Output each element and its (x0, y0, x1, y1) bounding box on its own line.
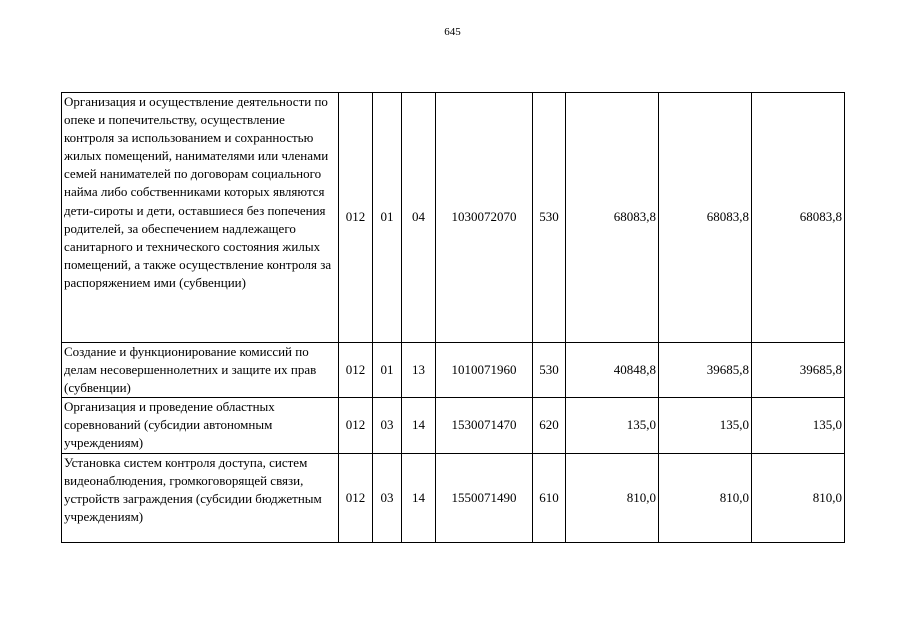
amount-3: 810,0 (752, 453, 845, 542)
section-code: 03 (373, 398, 402, 453)
target-article-code: 1030072070 (436, 93, 533, 343)
table-row (62, 398, 845, 453)
amount-2: 68083,8 (659, 93, 752, 343)
amount-2: 39685,8 (659, 343, 752, 398)
ministry-code: 012 (339, 453, 373, 542)
expense-type-code: 530 (533, 343, 566, 398)
amount-3: 68083,8 (752, 93, 845, 343)
section-code: 01 (373, 93, 402, 343)
section-code: 03 (373, 453, 402, 542)
expense-type-code: 620 (533, 398, 566, 453)
page-number: 645 (444, 26, 461, 38)
row-description: Организация и проведение областных соревнований (субсидии автономным учреждениям) (62, 398, 339, 453)
row-description: Создание и функционирование комиссий по делам несовершеннолетних и защите их прав (субвенции) (62, 343, 339, 398)
amount-2: 135,0 (659, 398, 752, 453)
target-article-code: 1010071960 (436, 343, 533, 398)
expense-type-code: 610 (533, 453, 566, 542)
section-code: 01 (373, 343, 402, 398)
amount-1: 810,0 (566, 453, 659, 542)
row-description: Установка систем контроля доступа, систем видеонаблюдения, громкоговорящей связи, устройств заграждения (субсидии бюджетным учреждениям) (62, 453, 339, 542)
amount-2: 810,0 (659, 453, 752, 542)
ministry-code: 012 (339, 93, 373, 343)
subsection-code: 14 (402, 453, 436, 542)
subsection-code: 13 (402, 343, 436, 398)
target-article-code: 1530071470 (436, 398, 533, 453)
ministry-code: 012 (339, 398, 373, 453)
amount-1: 40848,8 (566, 343, 659, 398)
amount-3: 135,0 (752, 398, 845, 453)
ministry-code: 012 (339, 343, 373, 398)
table-row (62, 343, 845, 398)
table-row (62, 93, 845, 343)
budget-table (61, 92, 845, 543)
amount-1: 68083,8 (566, 93, 659, 343)
expense-type-code: 530 (533, 93, 566, 343)
amount-1: 135,0 (566, 398, 659, 453)
table-row (62, 453, 845, 542)
target-article-code: 1550071490 (436, 453, 533, 542)
amount-3: 39685,8 (752, 343, 845, 398)
row-description: Организация и осуществление деятельности по опеке и попечительству, осуществление контроля за использованием и сохранностью жилых помещений, нанимателями или членами семей нанимателей по договорам социального найма либо собственниками которых являются дети-сироты и дети, оставшиеся без попечения родителей, за обеспечением надлежащего санитарного и технического состояния жилых помещений, а также осуществление контроля за распоряжением ими (субвенции) (62, 93, 339, 343)
subsection-code: 04 (402, 93, 436, 343)
subsection-code: 14 (402, 398, 436, 453)
